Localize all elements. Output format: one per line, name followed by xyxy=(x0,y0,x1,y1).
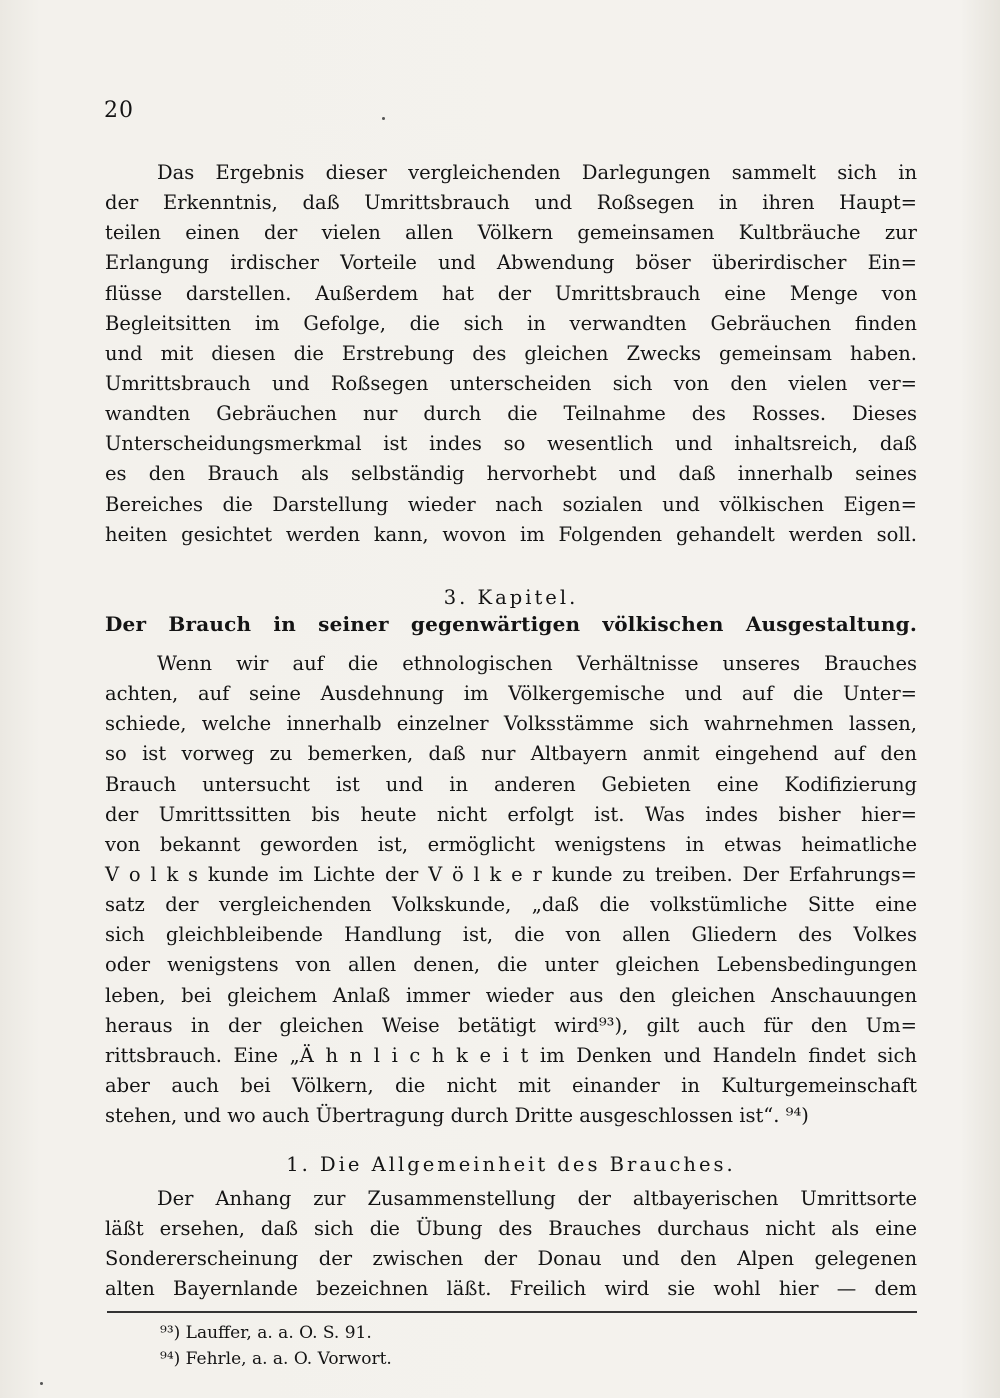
text-line: leben, bei gleichem Anlaß immer wieder aus den gleichen Anschauungen xyxy=(105,983,917,1007)
text-line: so ist vorweg zu bemerken, daß nur Altbayern anmit eingehend auf den xyxy=(105,742,917,766)
text-line: teilen einen der vielen allen Völkern gemeinsamen Kultbräuche zur xyxy=(105,221,917,245)
text-line: alten Bayernlande bezeichnen läßt. Freilich wird sie wohl hier — dem xyxy=(105,1277,917,1301)
text-line: Erlangung irdischer Vorteile und Abwendung böser überirdischer Ein= xyxy=(105,251,917,275)
text-line: der Erkenntnis, daß Umrittsbrauch und Roßsegen in ihren Haupt= xyxy=(105,191,917,215)
text-line: aber auch bei Völkern, die nicht mit einander in Kulturgemeinschaft xyxy=(105,1073,917,1097)
paragraph-3 xyxy=(105,1184,917,1305)
text-line: es den Brauch als selbständig hervorhebt und daß innerhalb seines xyxy=(105,462,917,486)
text-line: und mit diesen die Erstrebung des gleichen Zwecks gemeinsam haben. xyxy=(105,341,917,365)
text-line: heiten gesichtet werden kann, wovon im Folgenden gehandelt werden soll. xyxy=(105,522,917,546)
paragraph-2 xyxy=(105,649,917,1131)
text-line: V o l k s kunde im Lichte der V ö l k e r kunde zu treiben. Der Erfahrungs= xyxy=(105,862,917,886)
text-line: flüsse darstellen. Außerdem hat der Umrittsbrauch eine Menge von xyxy=(105,281,917,305)
section-title: 1. Die Allgemeinheit des Brauches. xyxy=(286,1153,736,1176)
text-line: rittsbrauch. Eine „Ä h n l i c h k e i t im Denken und Handeln findet sich xyxy=(105,1043,917,1067)
scan-speck xyxy=(382,117,385,120)
text-line: stehen, und wo auch Übertragung durch Dritte ausgeschlossen ist“. ⁹⁴) xyxy=(105,1104,809,1128)
paragraph-1 xyxy=(105,158,917,550)
text-line: Umrittsbrauch und Roßsegen unterscheiden sich von den vielen ver= xyxy=(105,371,917,395)
text-line: wandten Gebräuchen nur durch die Teilnahme des Rosses. Dieses xyxy=(105,402,917,426)
text-line: Wenn wir auf die ethnologischen Verhältnisse unseres Brauches xyxy=(157,652,917,675)
text-line: Unterscheidungsmerkmal ist indes so wesentlich und inhaltsreich, daß xyxy=(105,432,917,456)
page-number: 20 xyxy=(104,98,134,123)
text-line: Brauch untersucht ist und in anderen Gebieten eine Kodifizierung xyxy=(105,772,917,796)
text-line: heraus in der gleichen Weise betätigt wird⁹³), gilt auch für den Um= xyxy=(105,1013,917,1037)
text-line: sich gleichbleibende Handlung ist, die von allen Gliedern des Volkes xyxy=(105,923,917,947)
chapter-number: 3. Kapitel. xyxy=(443,586,579,609)
footnotes xyxy=(160,1320,392,1372)
text-line: oder wenigstens von allen denen, die unter gleichen Lebensbedingungen xyxy=(105,953,917,977)
text-line: von bekannt geworden ist, ermöglicht wenigstens in etwas heimatliche xyxy=(105,832,917,856)
text-line: Sondererscheinung der zwischen der Donau und den Alpen gelegenen xyxy=(105,1247,917,1271)
text-line: läßt ersehen, daß sich die Übung des Brauches durchaus nicht als eine xyxy=(105,1217,917,1241)
text-line: Bereiches die Darstellung wieder nach sozialen und völkischen Eigen= xyxy=(105,492,917,516)
chapter-title: Der Brauch in seiner gegenwärtigen völkischen Ausgestaltung. xyxy=(105,612,917,636)
text-line: der Umrittssitten bis heute nicht erfolgt ist. Was indes bisher hier= xyxy=(105,802,917,826)
footnote-93: ⁹³) Lauffer, a. a. O. S. 91. xyxy=(160,1323,372,1343)
text-line: schiede, welche innerhalb einzelner Volksstämme sich wahrnehmen lassen, xyxy=(105,712,917,736)
text-line: satz der vergleichenden Volkskunde, „daß die volkstümliche Sitte eine xyxy=(105,893,917,917)
scan-speck xyxy=(40,1382,43,1385)
text-line: Begleitsitten im Gefolge, die sich in verwandten Gebräuchen finden xyxy=(105,311,917,335)
footnote-divider xyxy=(107,1311,917,1313)
footnote-94: ⁹⁴) Fehrle, a. a. O. Vorwort. xyxy=(160,1349,392,1369)
text-line: achten, auf seine Ausdehnung im Völkergemische und auf die Unter= xyxy=(105,682,917,706)
text-line: Das Ergebnis dieser vergleichenden Darlegungen sammelt sich in xyxy=(157,161,917,184)
text-line: Der Anhang zur Zusammenstellung der altbayerischen Umrittsorte xyxy=(157,1187,917,1210)
